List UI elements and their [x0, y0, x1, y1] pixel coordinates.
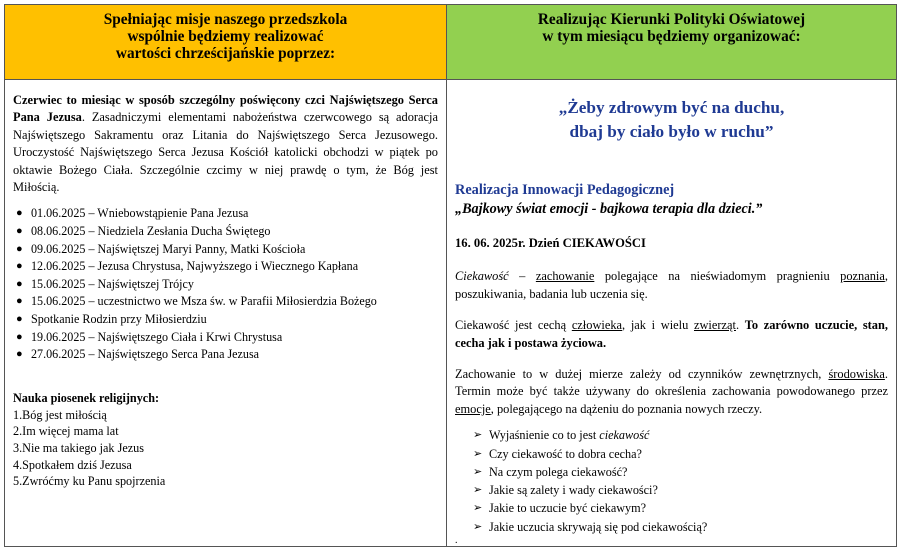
bullet-icon: ●	[16, 295, 23, 308]
day-heading: 16. 06. 2025r. Dzień CIEKAWOŚCI	[455, 236, 646, 250]
bold-text: To zarówno uczucie, stan, cecha jak i postawa życiowa.	[455, 318, 888, 350]
question-text: Czy ciekawość to dobra cecha?	[489, 446, 642, 461]
bullet-icon: ●	[16, 207, 23, 220]
list-item	[473, 499, 888, 517]
link-srodowiska[interactable]: środowiska	[828, 367, 885, 382]
list-item	[473, 463, 888, 481]
list-item	[16, 346, 438, 364]
link-emocje[interactable]: emocje	[455, 401, 491, 416]
intro-paragraph	[13, 92, 438, 196]
left-content-cell	[5, 80, 447, 547]
behavior-paragraph	[455, 366, 888, 418]
list-item: 5.Zwróćmy ku Panu spojrzenia	[13, 474, 166, 489]
right-header-line-2: w tym miesiącu będziemy organizować:	[542, 28, 801, 45]
list-item	[16, 311, 438, 329]
list-item: 3.Nie ma takiego jak Jezus	[13, 440, 144, 455]
arrow-bullet-icon: ➢	[473, 484, 483, 497]
bullet-icon: ●	[16, 277, 23, 290]
date-text: 09.06.2025 – Najświętszej Maryi Panny, Matki Kościoła	[31, 241, 306, 256]
right-header-line-1: Realizując Kierunki Polityki Oświatowej	[537, 11, 806, 28]
bullet-icon: ●	[16, 313, 23, 325]
trait-paragraph	[455, 317, 888, 352]
list-item: 4.Spotkałem dziś Jezusa	[13, 457, 132, 472]
innovation-subtitle: „Bajkowy świat emocji - bajkowa terapia dla dzieci.”	[455, 201, 763, 217]
left-header-cell	[5, 5, 447, 80]
list-item	[473, 518, 888, 536]
question-text: Na czym polega ciekawość?	[489, 464, 628, 479]
bullet-icon: ●	[16, 225, 23, 238]
question-text: Jakie są zalety i wady ciekawości?	[489, 483, 658, 498]
right-header	[447, 5, 896, 45]
text: .	[735, 318, 745, 333]
link-poznania[interactable]: poznania	[840, 269, 885, 284]
list-item	[16, 223, 438, 241]
list-item: 2.Im więcej mama lat	[13, 424, 119, 439]
list-item	[16, 276, 438, 294]
date-text: 15.06.2025 – uczestnictwo we Msza św. w Parafii Miłosierdzia Bożego	[31, 294, 377, 309]
list-item	[473, 426, 888, 444]
date-text: 15.06.2025 – Najświętszej Trójcy	[31, 276, 194, 291]
term: Ciekawość	[455, 269, 509, 284]
question-text: Jakie uczucia skrywają się pod ciekawością?	[489, 519, 708, 534]
question-text: Jakie to uczucie być ciekawym?	[489, 501, 647, 516]
list-item	[473, 481, 888, 499]
left-header-line-1: Spełniając misje naszego przedszkola	[103, 11, 348, 28]
trailing-dot: .	[455, 535, 458, 547]
definition-paragraph	[455, 268, 888, 303]
arrow-bullet-icon: ➢	[473, 502, 483, 515]
list-item	[473, 445, 888, 463]
date-text: Spotkanie Rodzin przy Miłosierdziu	[31, 312, 207, 326]
text: , polegającego na dążeniu do poznania nowych rzeczy.	[490, 401, 763, 416]
bullet-icon: ●	[16, 330, 23, 343]
list-item	[16, 205, 438, 223]
link-zachowanie[interactable]: zachowanie	[535, 269, 595, 284]
bullet-icon: ●	[16, 260, 23, 273]
list-item	[16, 329, 438, 347]
text: , poszukiwania, badania lub uczenia się.	[455, 269, 888, 301]
date-text: 27.06.2025 – Najświętszego Serca Pana Jezusa	[31, 347, 260, 362]
question-text: Wyjaśnienie co to jest	[489, 428, 600, 443]
motto-line-1: „Żeby zdrowym być na duchu,	[558, 98, 785, 117]
link-czlowieka[interactable]: człowieka	[571, 318, 623, 333]
list-item: 1.Bóg jest miłością	[13, 407, 107, 422]
date-text: 19.06.2025 – Najświętszego Ciała i Krwi Chrystusa	[31, 329, 283, 344]
motto-line-2: dbaj by ciało było w ruchu”	[569, 122, 774, 141]
text: polegające na nieświadomym pragnieniu	[594, 269, 841, 284]
left-header-line-3: wartości chrześcijańskie poprzez:	[115, 45, 336, 62]
songs-title: Nauka piosenek religijnych:	[13, 390, 160, 405]
link-zwierzat[interactable]: zwierząt	[693, 318, 736, 333]
text: Zachowanie to w dużej mierze zależy od czynników zewnętrznych,	[455, 367, 829, 382]
feast-dates-list	[13, 205, 438, 363]
newsletter-table	[4, 4, 897, 547]
right-content-cell	[447, 80, 897, 547]
list-item	[16, 293, 438, 311]
text: Ciekawość jest cechą	[455, 318, 572, 333]
question-italic: ciekawość	[599, 428, 650, 443]
motto	[455, 96, 888, 144]
list-item	[16, 241, 438, 259]
questions-list	[455, 426, 888, 536]
left-header-line-2: wspólnie będziemy realizować	[127, 28, 324, 45]
text: . Termin może być także używany do określenia zachowania powodowanego przez	[455, 367, 888, 399]
innovation-title: Realizacja Innowacji Pedagogicznej	[455, 182, 675, 198]
date-text: 12.06.2025 – Jezusa Chrystusa, Najwyższego i Wiecznego Kapłana	[31, 259, 359, 274]
intro-bold: Czerwiec to miesiąc w sposób szczególny poświęcony czci Najświętszego Serca Pana Jezusa	[13, 93, 438, 125]
right-header-cell	[447, 5, 897, 80]
arrow-bullet-icon: ➢	[473, 447, 483, 460]
intro-rest: . Zasadniczymi elementami nabożeństwa czerwcowego są adoracja Najświętszego Sakramentu oraz Litania do Najświętszego Serca Jezusowego. Uroczystość Najświętszego Serca Jezusa Kościół katolicki obchodzi w piątek po oktawie Bożego Ciała. Szczególnie czcimy w niej prawdę o tym, że Bóg jest Miłością.	[13, 110, 438, 195]
bullet-icon: ●	[16, 242, 23, 255]
arrow-bullet-icon: ➢	[473, 465, 483, 478]
dash: –	[508, 269, 536, 284]
arrow-bullet-icon: ➢	[473, 429, 483, 442]
date-text: 01.06.2025 – Wniebowstąpienie Pana Jezusa	[31, 206, 249, 221]
bullet-icon: ●	[16, 348, 23, 361]
songs-list	[13, 407, 438, 490]
date-text: 08.06.2025 – Niedziela Zesłania Ducha Świętego	[31, 224, 271, 239]
text: , jak i wielu	[622, 318, 694, 333]
left-header	[5, 5, 446, 62]
list-item	[16, 258, 438, 276]
arrow-bullet-icon: ➢	[473, 520, 483, 533]
